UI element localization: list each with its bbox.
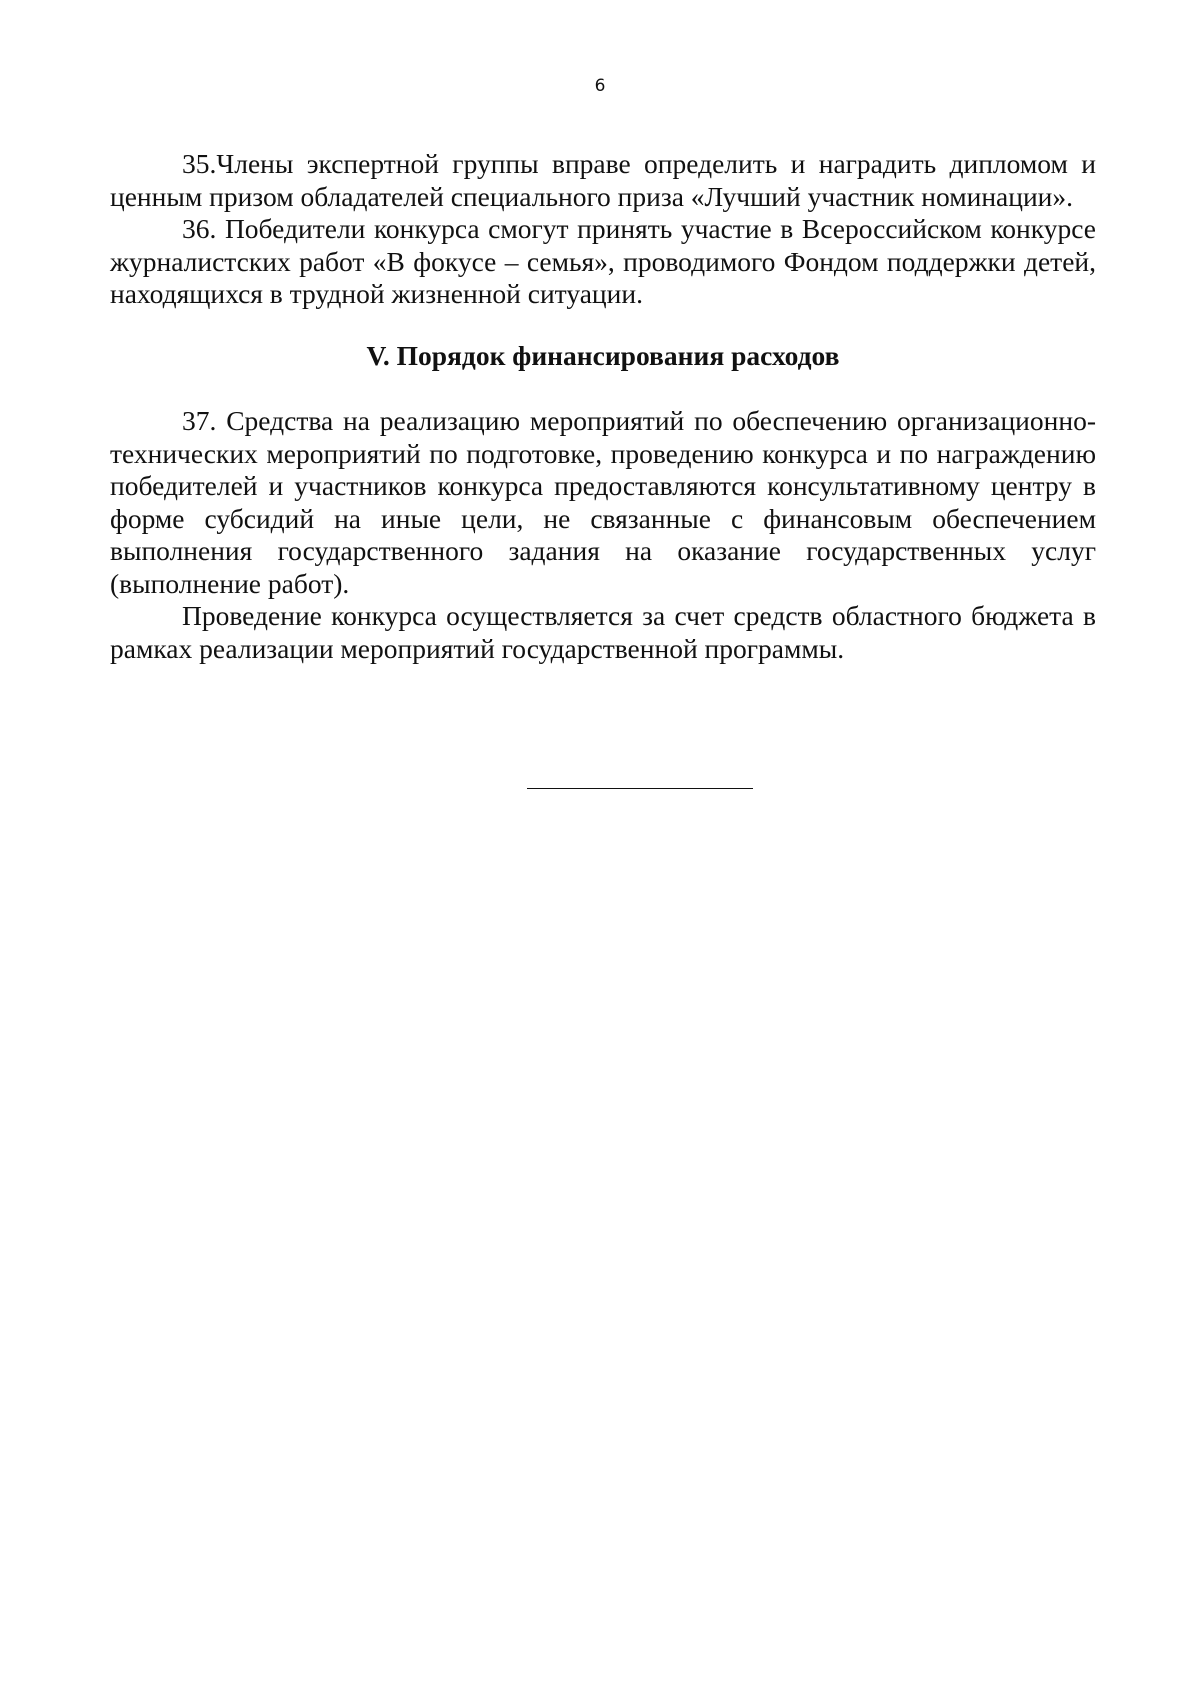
document-body (110, 148, 1096, 665)
end-separator-line (527, 788, 753, 789)
section-heading: V. Порядок финансирования расходов (366, 339, 840, 371)
page-number: 6 (594, 76, 606, 96)
paragraph-37: 37. Средства на реализацию мероприятий по обеспечению организационно-технических мероприятий по подготовке, проведению конкурса и по награждению победителей и участников конкурса предоставляются консультативному центру в форме субсидий на иные цели, не связанные с финансовым обеспечением выполнения государственного задания на оказание государственных услуг (выполнение работ). (110, 405, 1096, 599)
paragraph-36: 36. Победители конкурса смогут принять участие в Всероссийском конкурсе журналистских работ «В фокусе – семья», проводимого Фондом поддержки детей, находящихся в трудной жизненной ситуации. (110, 213, 1096, 309)
paragraph-35: 35.Члены экспертной группы вправе определить и наградить дипломом и ценным призом обладателей специального приза «Лучший участник номинации». (110, 148, 1096, 212)
paragraph-funding: Проведение конкурса осуществляется за счет средств областного бюджета в рамках реализации мероприятий государственной программы. (110, 600, 1096, 664)
